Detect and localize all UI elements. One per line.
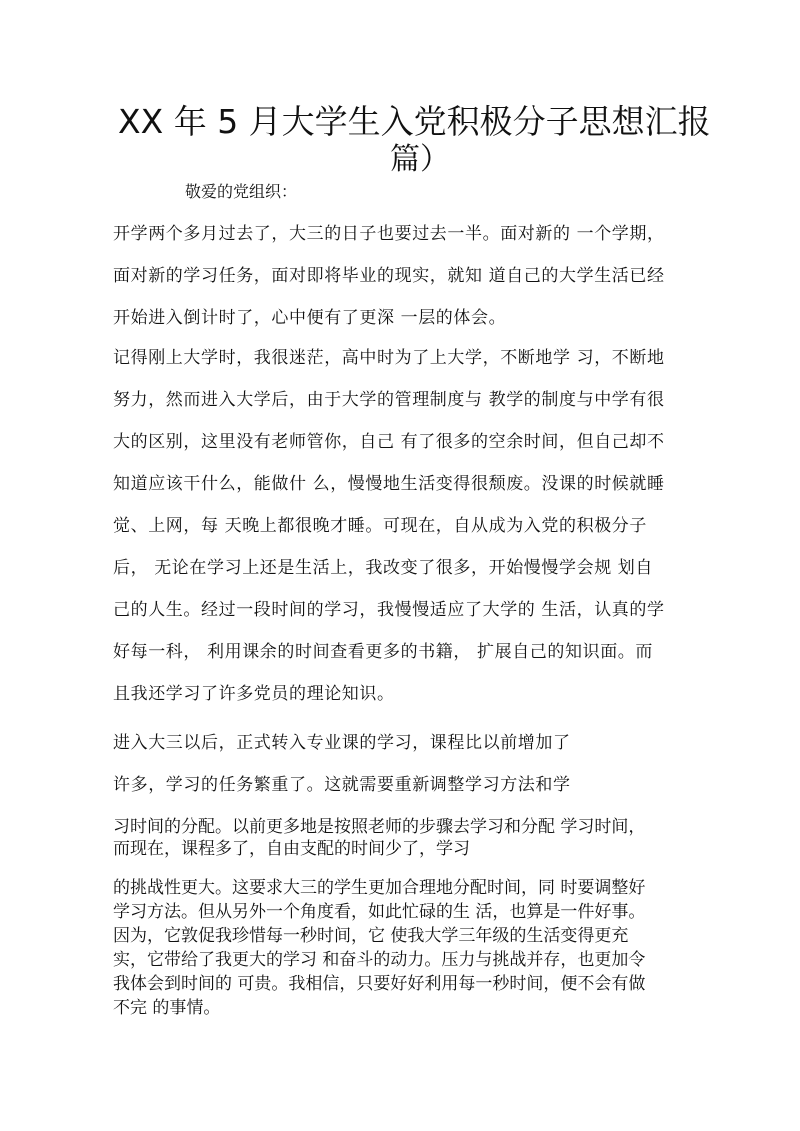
paragraph-line: 知道应该干什么，能做什 么，慢慢地生活变得很颓废。没课的时候就睡	[113, 474, 665, 494]
paragraph-line: 后， 无论在学习上还是生活上，我改变了很多，开始慢慢学会规 划自	[113, 558, 654, 578]
paragraph-line: 而现在，课程多了，自由支配的时间少了，学习	[113, 839, 470, 859]
paragraph-line: 的挑战性更大。这要求大三的学生更加合理地分配时间，同 时要调整好	[113, 878, 646, 898]
paragraph-line: 许多，学习的任务繁重了。这就需要重新调整学习方法和学	[113, 775, 571, 795]
paragraph-line: 进入大三以后，正式转入专业课的学习，课程比以前增加了	[113, 733, 571, 753]
paragraph-line: 开始进入倒计时了，心中便有了更深 一层的体会。	[113, 308, 507, 328]
paragraph-line: 不完 的事情。	[113, 998, 221, 1018]
paragraph-line: 己的人生。经过一段时间的学习，我慢慢适应了大学的 生活，认真的学	[113, 600, 665, 620]
paragraph-line: 开学两个多月过去了，大三的日子也要过去一半。面对新的 一个学期，	[113, 224, 665, 244]
paragraph-line: 面对新的学习任务，面对即将毕业的现实，就知 道自己的大学生活已经	[113, 266, 665, 286]
paragraph-line: 学习方法。但从另外一个角度看，如此忙碌的生 活，也算是一件好事。	[113, 902, 646, 922]
paragraph-line: 习时间的分配。以前更多地是按照老师的步骤去学习和分配 学习时间，	[113, 817, 646, 837]
paragraph-line: 且我还学习了许多党员的理论知识。	[113, 684, 395, 704]
paragraph-line: 努力，然而进入大学后，由于大学的管理制度与 教学的制度与中学有很	[113, 390, 665, 410]
paragraph-line: 记得刚上大学时，我很迷茫，高中时为了上大学，不断地学 习，不断地	[113, 348, 665, 368]
document-title-continued: 篇）	[390, 142, 450, 177]
paragraph-line: 大的区别，这里没有老师管你，自己 有了很多的空余时间，但自己却不	[113, 432, 665, 452]
paragraph-line: 因为，它敦促我珍惜每一秒时间，它 使我大学三年级的生活变得更充	[113, 926, 629, 946]
salutation: 敬爱的党组织：	[185, 182, 298, 201]
paragraph-line: 觉、上网，每 天晚上都很晚才睡。可现在，自从成为入党的积极分子	[113, 516, 648, 536]
paragraph-line: 实，它带给了我更大的学习 和奋斗的动力。压力与挑战并存，也更加令	[113, 950, 646, 970]
paragraph-line: 好每一科， 利用课余的时间查看更多的书籍， 扩展自己的知识面。而	[113, 642, 654, 662]
paragraph-line: 我体会到时间的 可贵。我相信，只要好好利用每一秒时间，便不会有做	[113, 974, 646, 994]
document-title: XX 年 5 月大学生入党积极分子思想汇报	[118, 102, 711, 141]
